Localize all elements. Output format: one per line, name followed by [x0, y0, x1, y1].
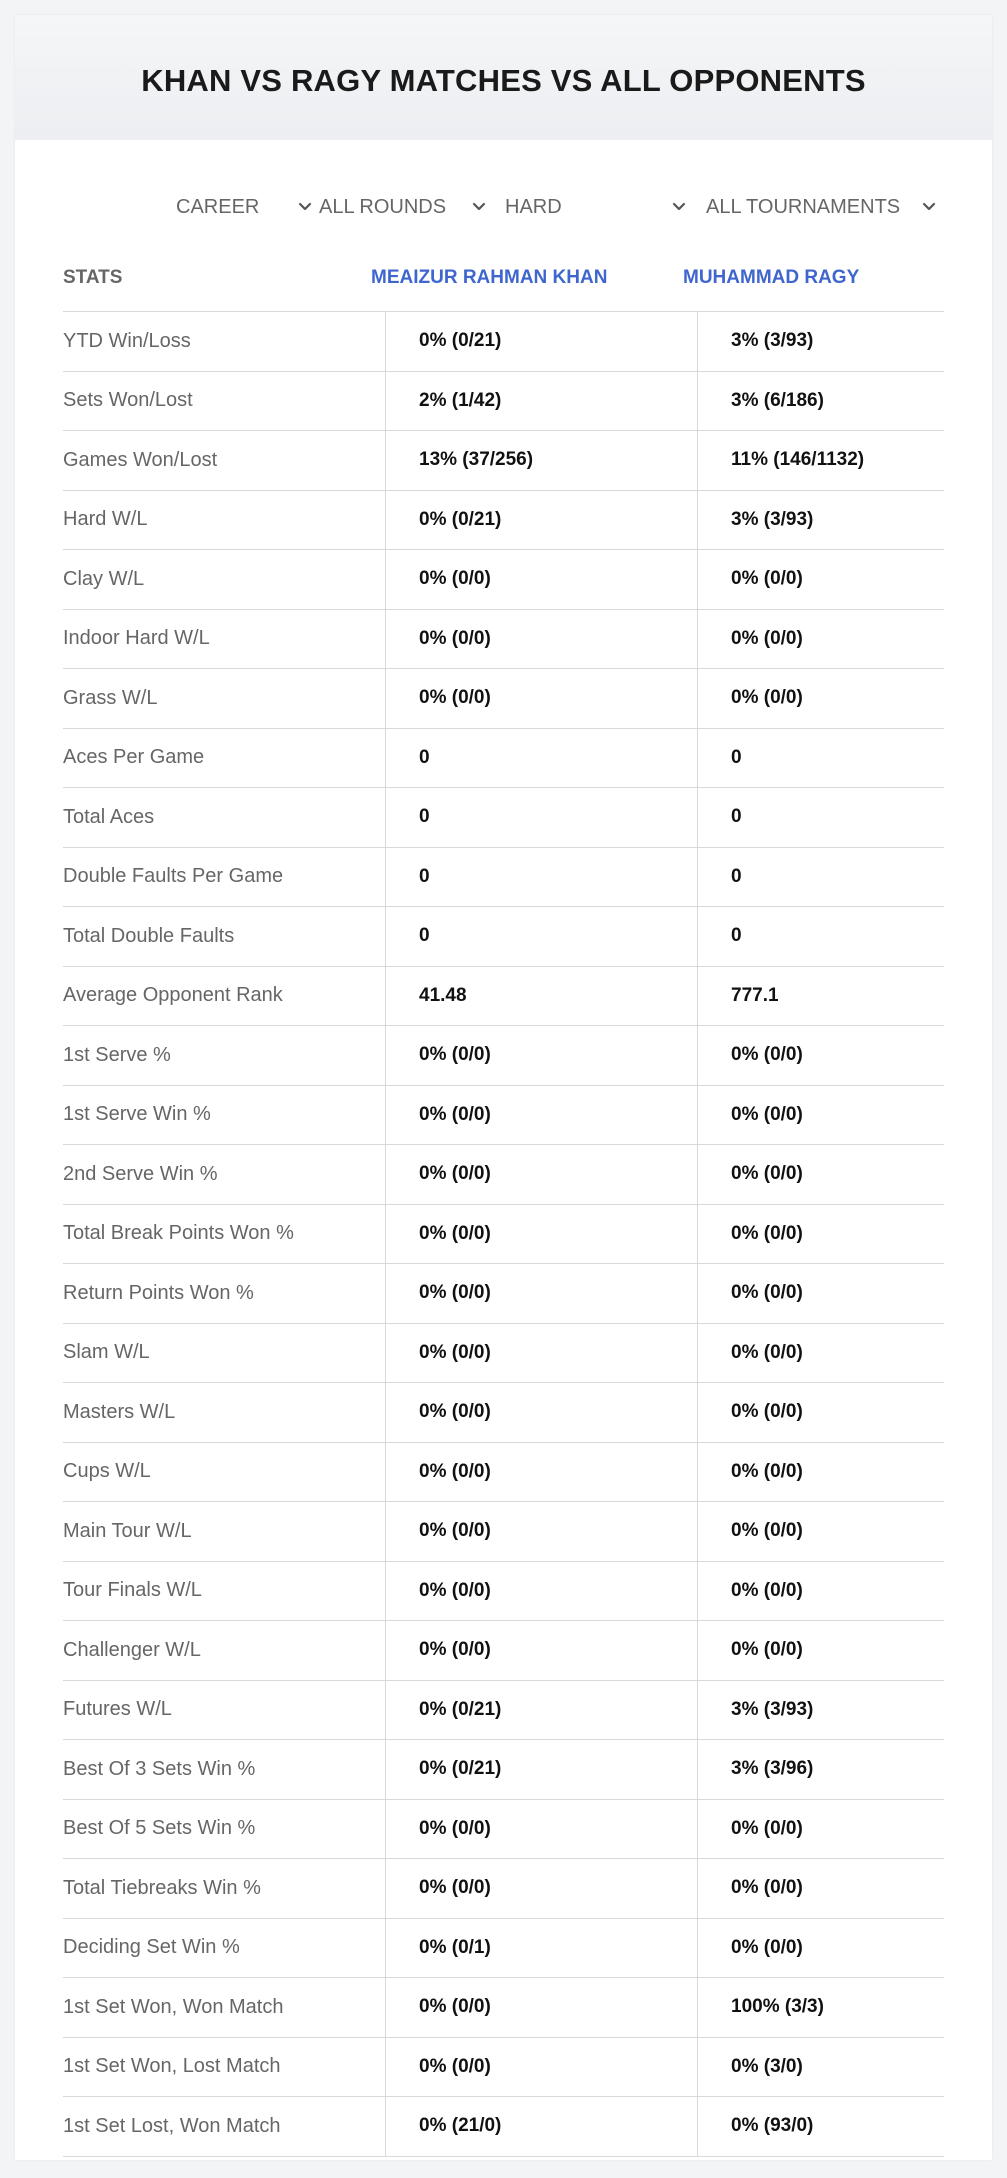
stat-label: Main Tour W/L	[63, 1519, 192, 1542]
player2-stat-value: 0% (0/0)	[731, 1282, 803, 1304]
player2-column-header[interactable]: MUHAMMAD RAGY	[683, 267, 860, 288]
stat-label: Slam W/L	[63, 1341, 150, 1364]
player2-stat-value: 0% (0/0)	[731, 1460, 803, 1482]
chevron-down-icon	[919, 197, 939, 217]
chevron-down-icon	[669, 197, 689, 217]
stat-label: Return Points Won %	[63, 1281, 254, 1304]
player1-stat-value: 0	[419, 806, 430, 828]
player2-stat-value: 0% (0/0)	[731, 627, 803, 649]
player2-stat-value: 0% (0/0)	[731, 1103, 803, 1125]
filter-bar	[15, 187, 992, 227]
player2-stat-value: 0	[731, 806, 742, 828]
stat-label: Total Aces	[63, 805, 155, 828]
player2-stat-value: 0% (0/0)	[731, 1222, 803, 1244]
player1-stat-value: 0% (0/21)	[419, 1698, 502, 1720]
table-row	[63, 907, 944, 967]
player1-stat-value: 0% (0/0)	[419, 1341, 491, 1363]
table-row	[63, 1443, 944, 1503]
player1-stat-value: 0% (0/0)	[419, 1282, 491, 1304]
stat-label: Total Tiebreaks Win %	[63, 1876, 261, 1899]
chevron-down-icon	[469, 197, 489, 217]
player1-stat-value: 0% (0/0)	[419, 1460, 491, 1482]
stat-label: Clay W/L	[63, 567, 145, 590]
tournament-select-value: ALL TOURNAMENTS	[706, 195, 901, 218]
column-divider	[385, 312, 386, 2157]
player2-stat-value: 0% (0/0)	[731, 1341, 803, 1363]
stat-label: Best Of 3 Sets Win %	[63, 1757, 256, 1780]
table-row	[63, 1919, 944, 1979]
stat-label: YTD Win/Loss	[63, 329, 191, 352]
tournament-select[interactable]	[706, 187, 900, 227]
table-row	[63, 669, 944, 729]
column-divider	[697, 312, 698, 2157]
stat-label: Best Of 5 Sets Win %	[63, 1817, 256, 1840]
player1-stat-value: 41.48	[419, 984, 467, 1006]
surface-select[interactable]	[505, 187, 562, 227]
table-row	[63, 2038, 944, 2098]
table-row	[63, 550, 944, 610]
player1-stat-value: 0% (0/21)	[419, 1758, 502, 1780]
player1-stat-value: 0% (0/0)	[419, 568, 491, 590]
stat-label: 1st Set Won, Lost Match	[63, 2055, 281, 2078]
stat-label: 2nd Serve Win %	[63, 1162, 218, 1185]
table-row	[63, 1681, 944, 1741]
stat-label: Tour Finals W/L	[63, 1579, 202, 1602]
player1-stat-value: 0% (21/0)	[419, 2115, 502, 2137]
round-select[interactable]	[319, 187, 446, 227]
card-header	[15, 15, 992, 140]
player2-stat-value: 0% (0/0)	[731, 1520, 803, 1542]
table-row	[63, 1621, 944, 1681]
player2-stat-value: 3% (3/93)	[731, 1698, 814, 1720]
player1-stat-value: 0% (0/0)	[419, 1877, 491, 1899]
stats-table	[63, 245, 944, 2157]
player1-stat-value: 0	[419, 925, 430, 947]
player1-stat-value: 0% (0/0)	[419, 1520, 491, 1542]
stat-label: 1st Set Won, Won Match	[63, 1995, 284, 2018]
player1-stat-value: 0% (0/0)	[419, 1044, 491, 1066]
table-row	[63, 1205, 944, 1265]
player1-stat-value: 0% (0/0)	[419, 2055, 491, 2077]
period-select[interactable]	[176, 187, 259, 227]
player2-stat-value: 0% (0/0)	[731, 687, 803, 709]
table-row	[63, 610, 944, 670]
player2-stat-value: 100% (3/3)	[731, 1996, 824, 2018]
table-row	[63, 1859, 944, 1919]
stat-label: Cups W/L	[63, 1460, 151, 1483]
player2-stat-value: 3% (3/93)	[731, 330, 814, 352]
surface-select-value: HARD	[505, 195, 562, 218]
stat-label: Deciding Set Win %	[63, 1936, 240, 1959]
player2-stat-value: 3% (3/96)	[731, 1758, 814, 1780]
stat-label: Masters W/L	[63, 1400, 176, 1423]
table-body	[63, 312, 944, 2157]
table-row	[63, 1562, 944, 1622]
table-row	[63, 967, 944, 1027]
player2-stat-value: 0% (0/0)	[731, 568, 803, 590]
player2-stat-value: 0% (0/0)	[731, 1936, 803, 1958]
table-row	[63, 1740, 944, 1800]
player1-stat-value: 0% (0/0)	[419, 1103, 491, 1125]
table-row	[63, 848, 944, 908]
page-title: KHAN VS RAGY MATCHES VS ALL OPPONENTS	[141, 62, 866, 98]
table-row	[63, 1978, 944, 2038]
table-row	[63, 312, 944, 372]
player2-stat-value: 0	[731, 925, 742, 947]
stat-label: Sets Won/Lost	[63, 389, 193, 412]
stat-label: Games Won/Lost	[63, 448, 218, 471]
player2-stat-value: 0% (0/0)	[731, 1401, 803, 1423]
table-row	[63, 491, 944, 551]
player1-stat-value: 0	[419, 746, 430, 768]
player1-stat-value: 0% (0/0)	[419, 1163, 491, 1185]
player1-stat-value: 13% (37/256)	[419, 449, 534, 471]
table-row	[63, 729, 944, 789]
stats-card	[15, 15, 992, 2160]
stat-label: 1st Serve %	[63, 1043, 171, 1066]
player1-stat-value: 0% (0/0)	[419, 1222, 491, 1244]
player1-stat-value: 0% (0/0)	[419, 1639, 491, 1661]
round-select-value: ALL ROUNDS	[319, 195, 447, 218]
chevron-down-icon	[295, 197, 315, 217]
table-header	[63, 245, 944, 312]
player2-stat-value: 0% (0/0)	[731, 1579, 803, 1601]
player1-stat-value: 0% (0/0)	[419, 687, 491, 709]
player2-stat-value: 0% (0/0)	[731, 1639, 803, 1661]
table-row	[63, 1264, 944, 1324]
player2-stat-value: 0% (0/0)	[731, 1044, 803, 1066]
player2-stat-value: 0% (93/0)	[731, 2115, 814, 2137]
stat-label: Total Break Points Won %	[63, 1222, 294, 1245]
player1-stat-value: 0% (0/0)	[419, 1817, 491, 1839]
player1-stat-value: 0	[419, 865, 430, 887]
player2-stat-value: 0% (0/0)	[731, 1877, 803, 1899]
player1-column-header[interactable]: MEAIZUR RAHMAN KHAN	[371, 267, 608, 288]
player1-stat-value: 0% (0/1)	[419, 1936, 491, 1958]
table-row	[63, 1800, 944, 1860]
table-row	[63, 2097, 944, 2157]
table-row	[63, 372, 944, 432]
player2-stat-value: 3% (3/93)	[731, 508, 814, 530]
player1-stat-value: 2% (1/42)	[419, 389, 502, 411]
stats-column-header: STATS	[63, 267, 123, 288]
table-row	[63, 1324, 944, 1384]
stat-label: Futures W/L	[63, 1698, 172, 1721]
player2-stat-value: 0	[731, 865, 742, 887]
table-row	[63, 431, 944, 491]
player1-stat-value: 0% (0/0)	[419, 1996, 491, 2018]
player2-stat-value: 0% (0/0)	[731, 1817, 803, 1839]
player2-stat-value: 3% (6/186)	[731, 389, 824, 411]
table-row	[63, 788, 944, 848]
stat-label: Total Double Faults	[63, 924, 235, 947]
player2-stat-value: 0% (3/0)	[731, 2055, 803, 2077]
player2-stat-value: 777.1	[731, 984, 779, 1006]
stat-label: Grass W/L	[63, 686, 158, 709]
stat-label: Indoor Hard W/L	[63, 627, 210, 650]
player2-stat-value: 0	[731, 746, 742, 768]
stat-label: Average Opponent Rank	[63, 984, 283, 1007]
table-row	[63, 1383, 944, 1443]
player1-stat-value: 0% (0/21)	[419, 508, 502, 530]
table-row	[63, 1502, 944, 1562]
table-row	[63, 1145, 944, 1205]
player2-stat-value: 11% (146/1132)	[731, 449, 865, 471]
stat-label: 1st Set Lost, Won Match	[63, 2114, 281, 2137]
table-row	[63, 1086, 944, 1146]
stat-label: Aces Per Game	[63, 746, 205, 769]
player1-stat-value: 0% (0/21)	[419, 330, 502, 352]
table-row	[63, 1026, 944, 1086]
stat-label: Challenger W/L	[63, 1638, 201, 1661]
player1-stat-value: 0% (0/0)	[419, 1579, 491, 1601]
player1-stat-value: 0% (0/0)	[419, 627, 491, 649]
player2-stat-value: 0% (0/0)	[731, 1163, 803, 1185]
stat-label: Double Faults Per Game	[63, 865, 284, 888]
stat-label: Hard W/L	[63, 508, 148, 531]
period-select-value: CAREER	[176, 195, 260, 218]
player1-stat-value: 0% (0/0)	[419, 1401, 491, 1423]
stat-label: 1st Serve Win %	[63, 1103, 211, 1126]
